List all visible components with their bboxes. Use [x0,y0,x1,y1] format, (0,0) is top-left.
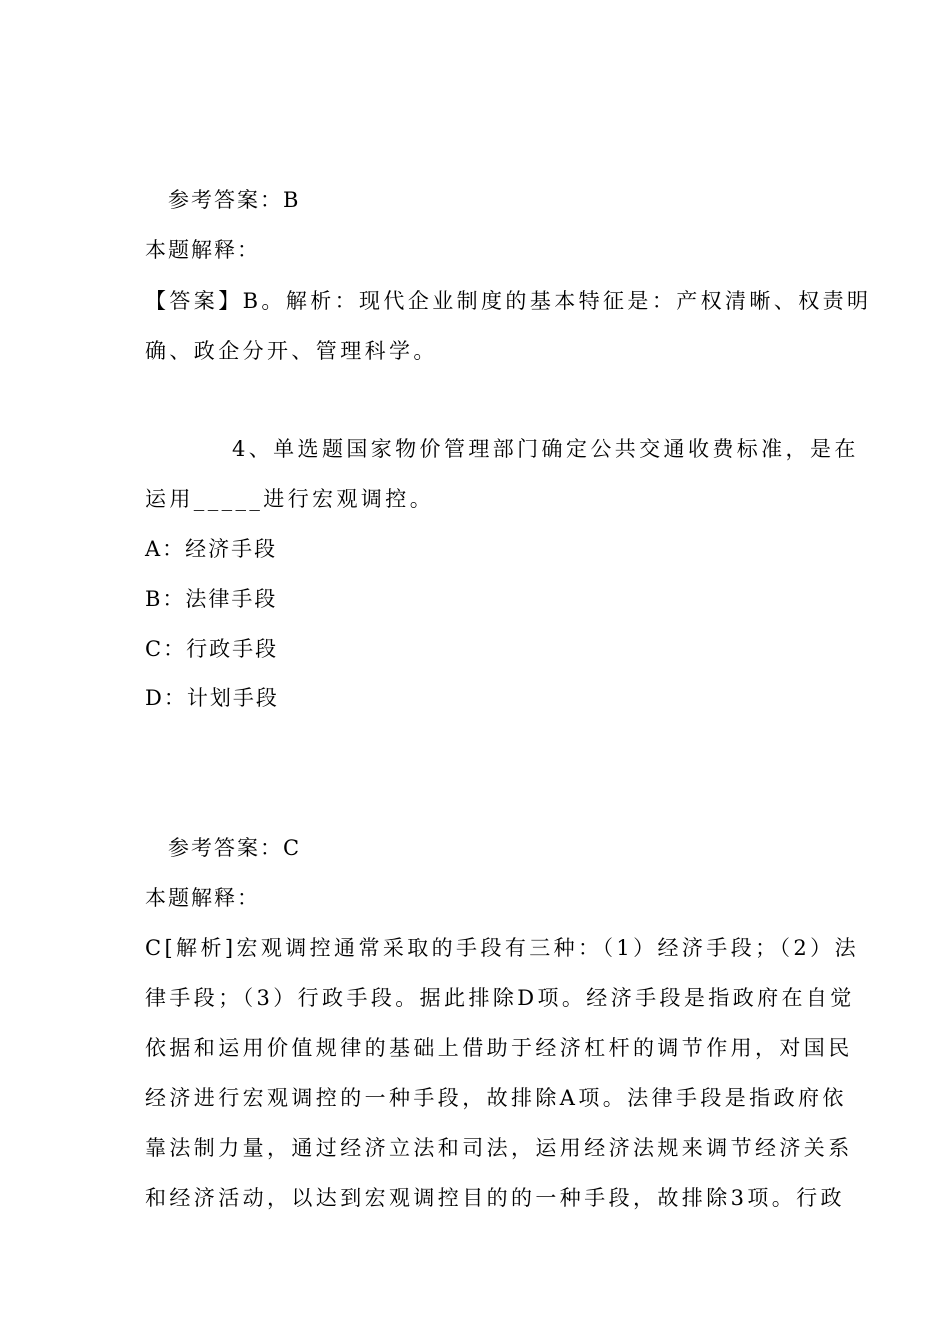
option-d: D：计划手段 [145,686,279,710]
explanation-line: 和经济活动，以达到宏观调控目的的一种手段，故排除3项。行政 [145,1186,845,1210]
explanation-line: 依据和运用价值规律的基础上借助于经济杠杆的调节作用，对国民 [145,1036,853,1060]
explanation-line: 经济进行宏观调控的一种手段，故排除A项。法律手段是指政府依 [145,1086,847,1110]
explanation-line: 靠法制力量，通过经济立法和司法，运用经济法规来调节经济关系 [145,1136,853,1160]
explanation-label-2: 本题解释： [145,886,260,910]
question-stem-line: 运用_____进行宏观调控。 [145,487,435,511]
option-b: B：法律手段 [145,587,278,611]
explanation-label-1: 本题解释： [145,238,260,262]
answer-line-1: 参考答案：B [168,188,301,212]
explanation-line: 律手段；（3）行政手段。据此排除D项。经济手段是指政府在自觉 [145,986,855,1010]
explanation-line: 确、政企分开、管理科学。 [145,339,438,363]
explanation-line: 【答案】B。解析：现代企业制度的基本特征是：产权清晰、权责明 [145,289,872,313]
option-c: C：行政手段 [145,637,279,661]
option-a: A：经济手段 [145,537,278,561]
explanation-line: C[解析]宏观调控通常采取的手段有三种：（1）经济手段；（2）法 [145,936,859,960]
answer-line-2: 参考答案：C [168,836,302,860]
question-stem-line: 4、单选题国家物价管理部门确定公共交通收费标准，是在 [232,437,859,461]
